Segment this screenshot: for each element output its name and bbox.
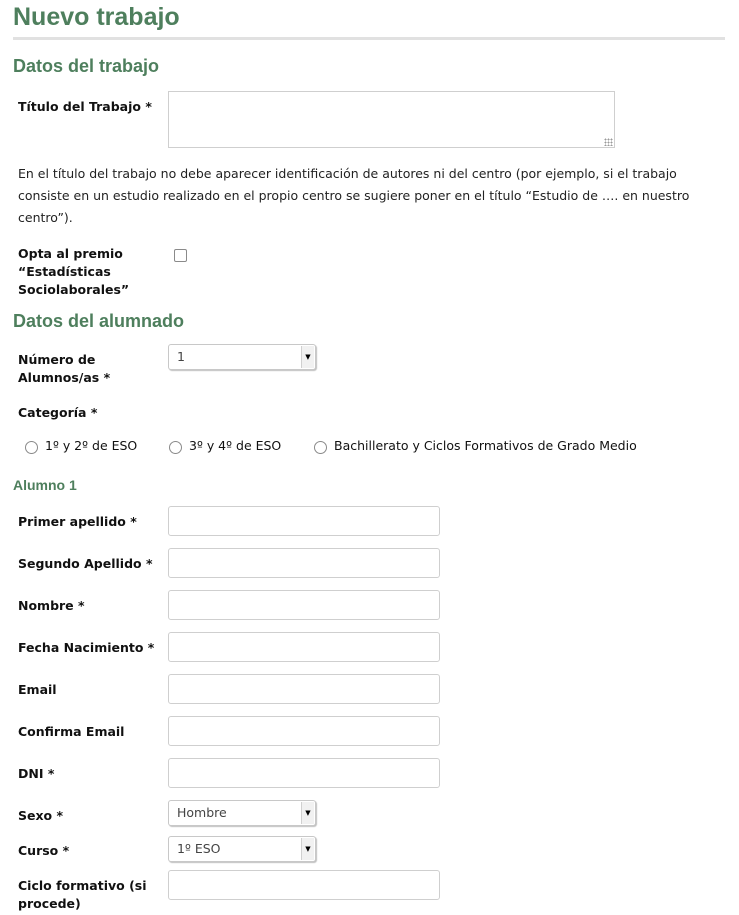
nombre-input[interactable] <box>168 590 440 620</box>
alumno-1-title: Alumno 1 <box>13 477 77 493</box>
categoria-radio-3[interactable] <box>314 441 327 454</box>
curso-label: Curso * <box>18 843 70 858</box>
titulo-textarea[interactable] <box>168 91 615 148</box>
dni-label: DNI * <box>18 766 55 781</box>
chevron-down-icon: ▼ <box>301 346 314 368</box>
categoria-radio-1[interactable] <box>25 441 38 454</box>
titulo-help-text: En el título del trabajo no debe aparecer identificación de autores ni del centro (por ejemplo, si el trabajo consiste en un estudio realizado en el propio centro se sugiere poner en el título “Estudio de …. en nuestro centro”). <box>18 166 690 225</box>
section-title-trabajo: Datos del trabajo <box>13 56 160 76</box>
curso-select[interactable] <box>168 836 316 862</box>
primer-apellido-input[interactable] <box>168 506 440 536</box>
section-title-alumnado: Datos del alumnado <box>13 311 185 331</box>
categoria-label: Categoría * <box>18 405 98 420</box>
confirma-email-label: Confirma Email <box>18 724 125 739</box>
chevron-down-icon: ▼ <box>301 802 314 824</box>
ciclo-formativo-input[interactable] <box>168 870 440 900</box>
categoria-radio-label-1: 1º y 2º de ESO <box>45 438 138 453</box>
dni-input[interactable] <box>168 758 440 788</box>
chevron-down-icon: ▼ <box>301 838 314 860</box>
numero-alumnos-select[interactable] <box>168 344 316 370</box>
numero-alumnos-label: Número de Alumnos/as * <box>18 352 111 385</box>
categoria-radio-label-2: 3º y 4º de ESO <box>189 438 282 453</box>
curso-value: 1º ESO <box>177 841 221 856</box>
sexo-select[interactable] <box>168 800 316 826</box>
ciclo-formativo-label: Ciclo formativo (si procede) <box>18 878 147 911</box>
categoria-radio-2[interactable] <box>169 441 182 454</box>
premio-label: Opta al premio “Estadísticas Sociolaborales” <box>18 246 130 297</box>
resize-grip-icon[interactable] <box>604 138 613 146</box>
fecha-nacimiento-input[interactable] <box>168 632 440 662</box>
segundo-apellido-label: Segundo Apellido * <box>18 556 153 571</box>
title-divider <box>13 37 725 40</box>
segundo-apellido-input[interactable] <box>168 548 440 578</box>
email-input[interactable] <box>168 674 440 704</box>
sexo-value: Hombre <box>177 805 227 820</box>
premio-checkbox[interactable] <box>174 249 187 262</box>
nombre-label: Nombre * <box>18 598 85 613</box>
categoria-radio-label-3: Bachillerato y Ciclos Formativos de Grado Medio <box>334 438 637 453</box>
fecha-nacimiento-label: Fecha Nacimiento * <box>18 640 155 655</box>
sexo-label: Sexo * <box>18 808 64 823</box>
numero-alumnos-value: 1 <box>177 349 185 364</box>
page-title: Nuevo trabajo <box>13 3 180 31</box>
confirma-email-input[interactable] <box>168 716 440 746</box>
email-label: Email <box>18 682 57 697</box>
primer-apellido-label: Primer apellido * <box>18 514 137 529</box>
titulo-label: Título del Trabajo * <box>18 99 152 114</box>
